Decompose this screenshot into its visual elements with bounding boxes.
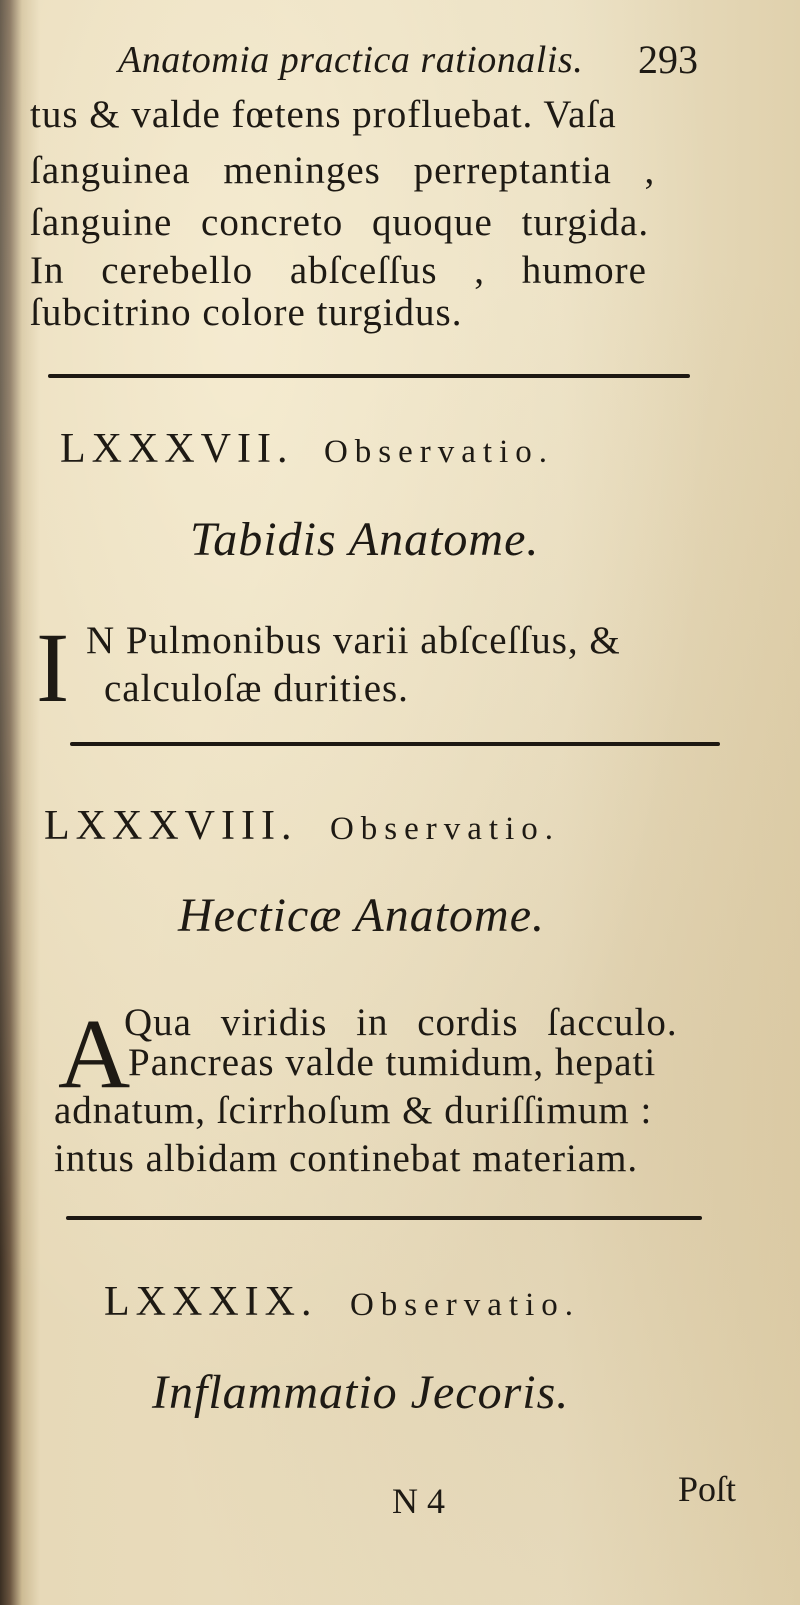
- observation-number: LXXXVIII.: [44, 803, 298, 849]
- continuation-line: ſubcitrino colore turgidus.: [30, 291, 463, 334]
- observation-line: intus albidam continebat materiam.: [54, 1137, 639, 1180]
- observation-title: Hecticæ Anatome.: [178, 889, 546, 942]
- observation-heading: [44, 802, 560, 850]
- continuation-line: tus & valde fœtens profluebat. Vaſa: [30, 93, 617, 136]
- section-rule: [70, 742, 720, 746]
- observation-label: Observatio.: [329, 811, 560, 847]
- continuation-line: ſanguinea meninges perreptantia ,: [30, 149, 656, 192]
- observation-number: LXXXIX.: [104, 1279, 318, 1325]
- observation-label: Observatio.: [349, 1287, 581, 1323]
- observation-line: adnatum, ſcirrhoſum & duriſſimum :: [54, 1089, 653, 1132]
- observation-label: Observatio.: [323, 434, 554, 470]
- observation-line: calculoſæ durities.: [104, 667, 409, 710]
- observation-number: LXXXVII.: [60, 426, 294, 472]
- section-rule: [66, 1216, 702, 1220]
- observation-heading: [104, 1278, 580, 1326]
- running-title: Anatomia practica rationalis.: [118, 39, 584, 81]
- observation-title: Inflammatio Jecoris.: [152, 1366, 570, 1419]
- observation-heading: [60, 425, 554, 473]
- observation-line: Pancreas valde tumidum, hepati: [128, 1041, 657, 1084]
- page-number: 293: [638, 37, 698, 82]
- continuation-line: In cerebello abſceſſus , humore: [30, 249, 647, 292]
- signature-mark: N 4: [392, 1481, 445, 1521]
- catchword: Poſt: [678, 1469, 737, 1509]
- observation-title: Tabidis Anatome.: [190, 513, 540, 566]
- drop-cap: A: [58, 998, 131, 1109]
- observation-line: Qua viridis in cordis ſacculo.: [124, 1001, 678, 1044]
- continuation-line: ſanguine concreto quoque turgida.: [30, 201, 650, 244]
- section-rule: [48, 374, 690, 378]
- observation-line: N Pulmonibus varii abſceſſus, &: [86, 619, 621, 662]
- drop-cap: I: [36, 612, 70, 723]
